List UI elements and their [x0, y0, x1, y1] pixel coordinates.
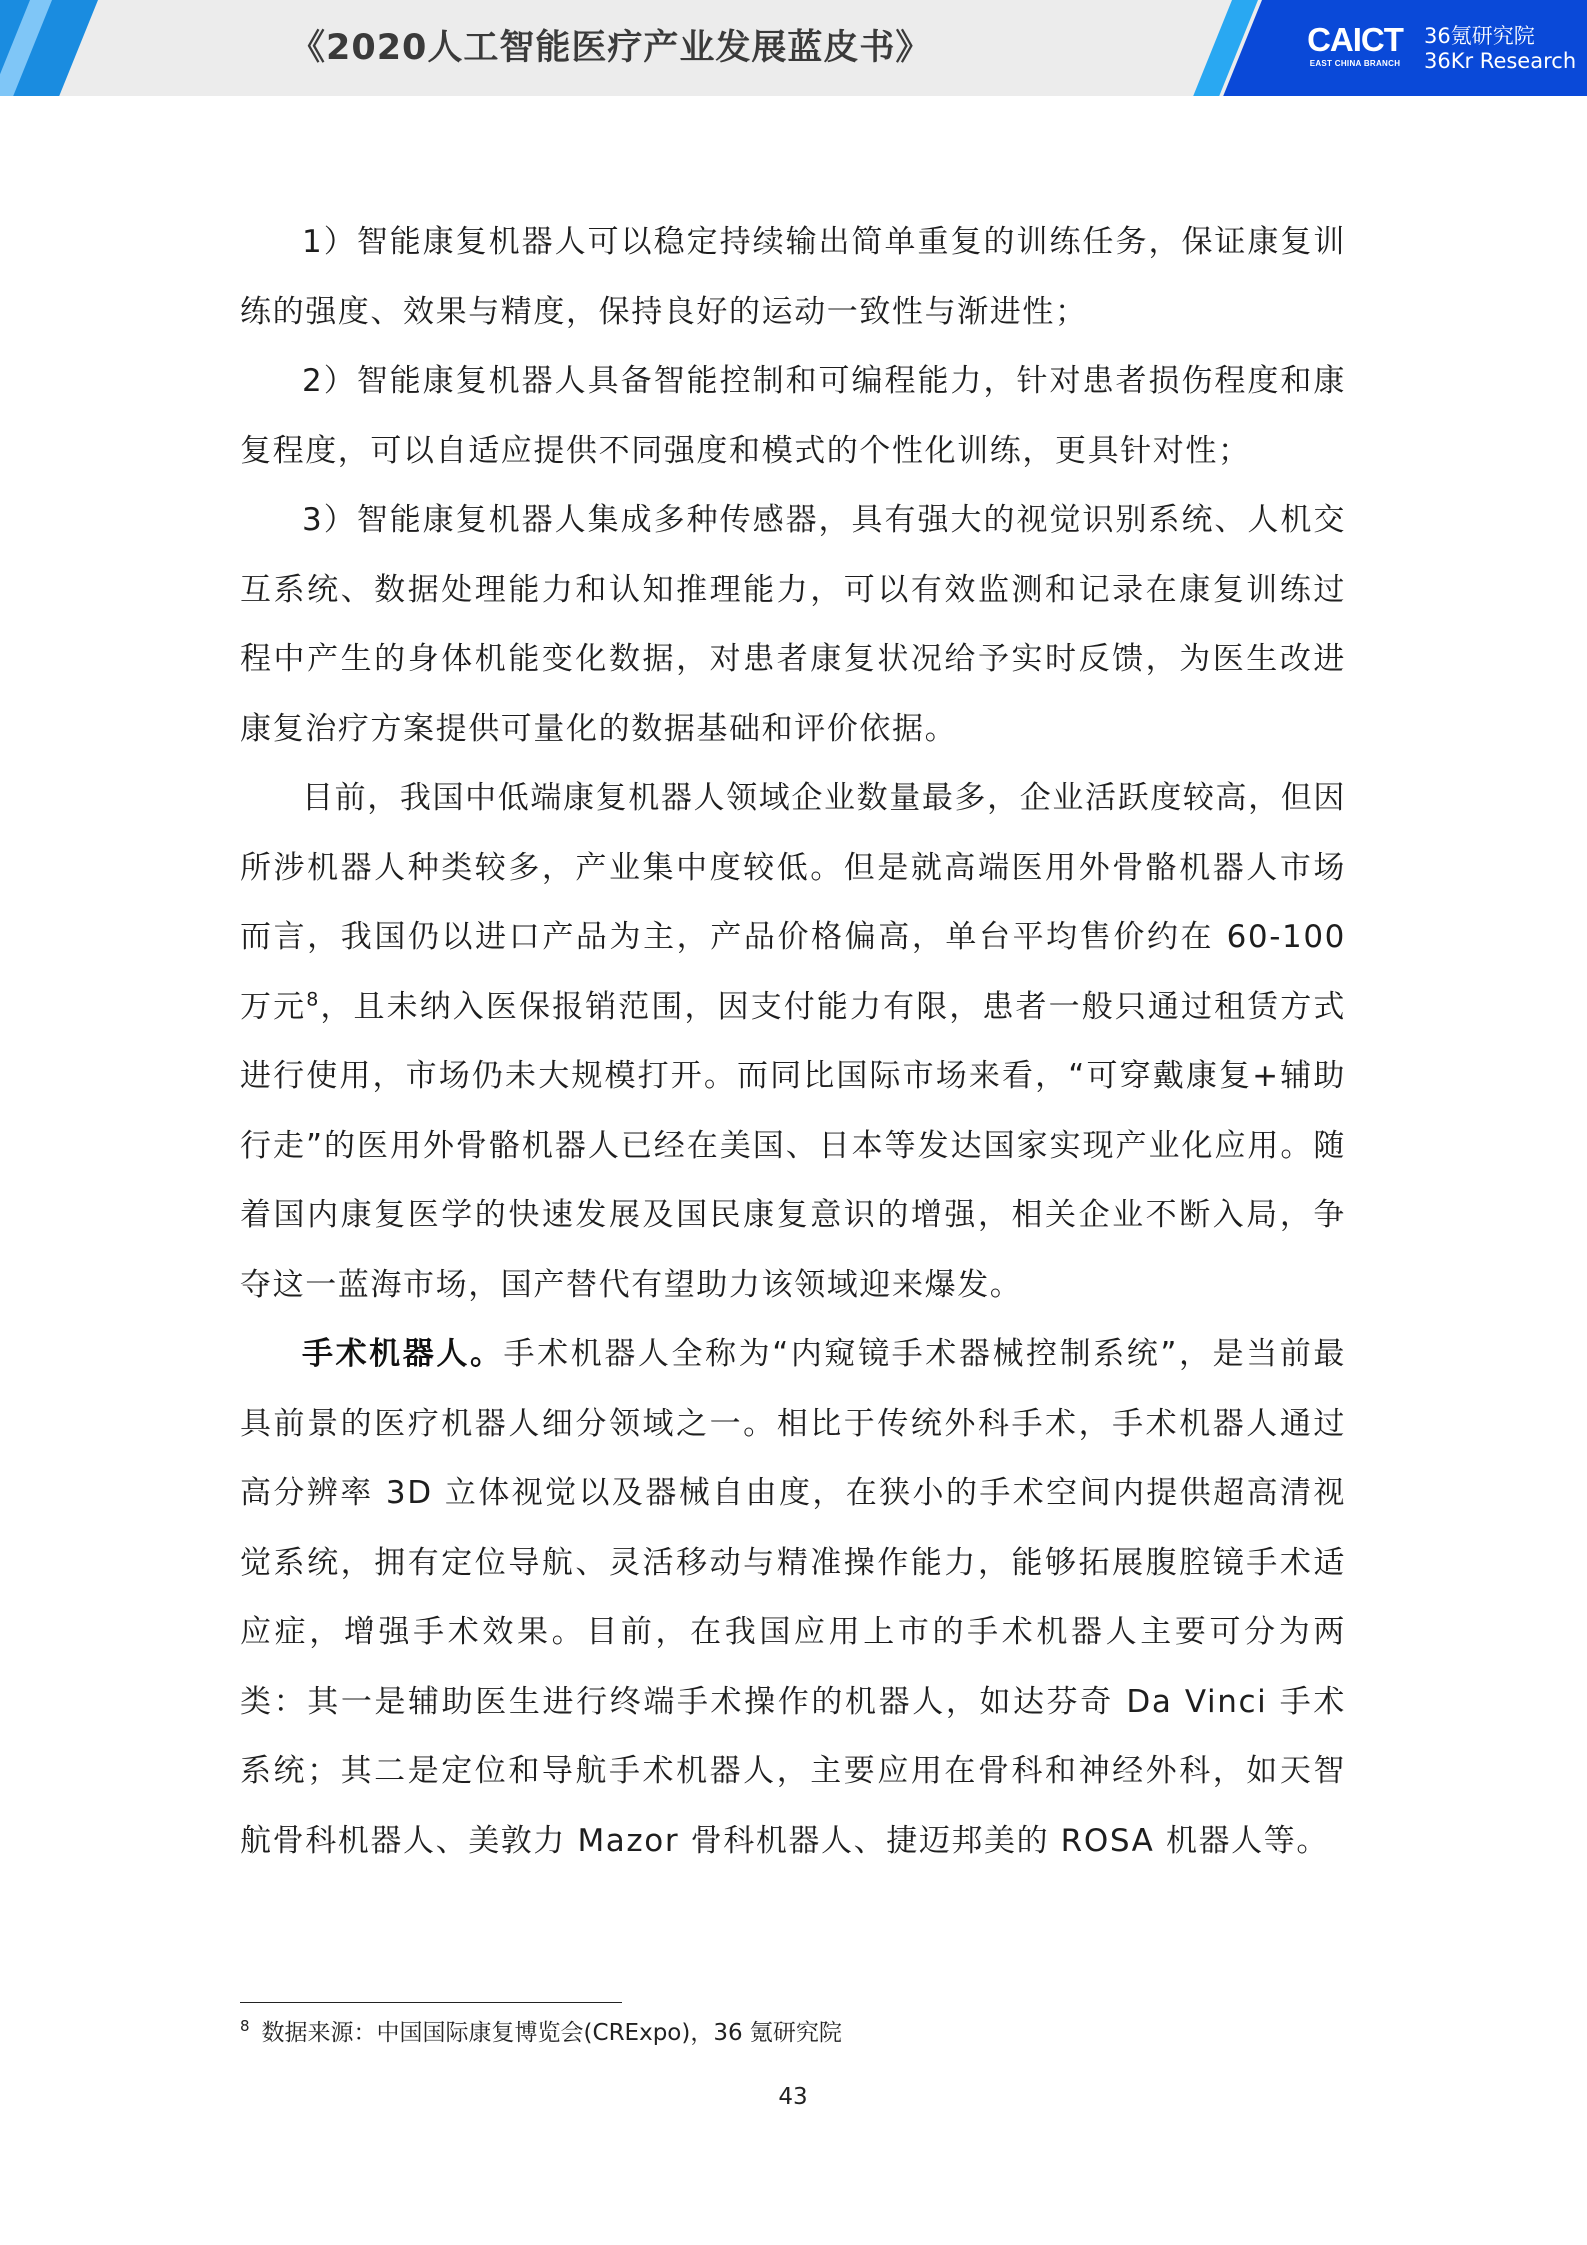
partner-name-cn: 36氪研究院	[1424, 24, 1535, 48]
paragraph-5	[240, 1320, 1346, 1876]
paragraph-5-text: 手术机器人全称为“内窥镜手术器械控制系统”，是当前最具前景的医疗机器人细分领域之一。相比于传统外科手术，手术机器人通过高分辨率 3D 立体视觉以及器械自由度，在狭小的手术空间内提供超高清视觉系统，拥有定位导航、灵活移动与精准操作能力，能够拓展腹腔镜手术适应症，增强手术效果。目前，在我国应用上市的手术机器人主要可分为两类：其一是辅助医生进行终端手术操作的机器人，如达芬奇 Da Vinci 手术系统；其二是定位和导航手术机器人，主要应用在骨科和神经外科，如天智航骨科机器人、美敦力 Mazor 骨科机器人、捷迈邦美的 ROSA 机器人等。	[240, 1336, 1346, 1859]
partner-label	[1424, 24, 1584, 74]
paragraph-4-text-b: ，且未纳入医保报销范围，因支付能力有限，患者一般只通过租赁方式进行使用，市场仍未大规模打开。而同比国际市场来看，“可穿戴康复+辅助行走”的医用外骨骼机器人已经在美国、日本等发达国家实现产业化应用。随着国内康复医学的快速发展及国民康复意识的增强，相关企业不断入局，争夺这一蓝海市场，国产替代有望助力该领域迎来爆发。	[240, 988, 1346, 1303]
paragraph-4-text-a: 目前，我国中低端康复机器人领域企业数量最多，企业活跃度较高，但因所涉机器人种类较多，产业集中度较低。但是就高端医用外骨骼机器人市场而言，我国仍以进口产品为主，产品价格偏高，单台平均售价约在 60-100 万元	[240, 780, 1346, 1025]
logo-subtitle: EAST CHINA BRANCH	[1309, 59, 1401, 68]
caict-logo	[1305, 22, 1405, 78]
body-text	[240, 208, 1346, 1876]
paragraph-2: 2）智能康复机器人具备智能控制和可编程能力，针对患者损伤程度和康复程度，可以自适应提供不同强度和模式的个性化训练，更具针对性；	[240, 363, 1346, 469]
page-header	[0, 0, 1587, 96]
document-title: 《2020人工智能医疗产业发展蓝皮书》	[290, 28, 932, 68]
section-lead: 手术机器人。	[302, 1336, 504, 1372]
footnote-reference[interactable]: 8	[306, 988, 320, 1011]
paragraph-1: 1）智能康复机器人可以稳定持续输出简单重复的训练任务，保证康复训练的强度、效果与精度，保持良好的运动一致性与渐进性；	[240, 224, 1346, 330]
paragraph-3: 3）智能康复机器人集成多种传感器，具有强大的视觉识别系统、人机交互系统、数据处理能力和认知推理能力，可以有效监测和记录在康复训练过程中产生的身体机能变化数据，对患者康复状况给予实时反馈，为医生改进康复治疗方案提供可量化的数据基础和评价依据。	[240, 502, 1346, 747]
footnote-divider	[240, 2002, 622, 2003]
footnote	[240, 2018, 1340, 2048]
logo-wordmark: CAICT	[1307, 21, 1403, 58]
paragraph-4	[240, 764, 1346, 1320]
footnote-text: 数据来源：中国国际康复博览会(CRExpo)，36 氪研究院	[261, 2020, 842, 2046]
footnote-mark: 8	[240, 2017, 250, 2036]
partner-name-en: 36Kr Research	[1424, 49, 1577, 73]
page-number: 43	[778, 2084, 808, 2110]
